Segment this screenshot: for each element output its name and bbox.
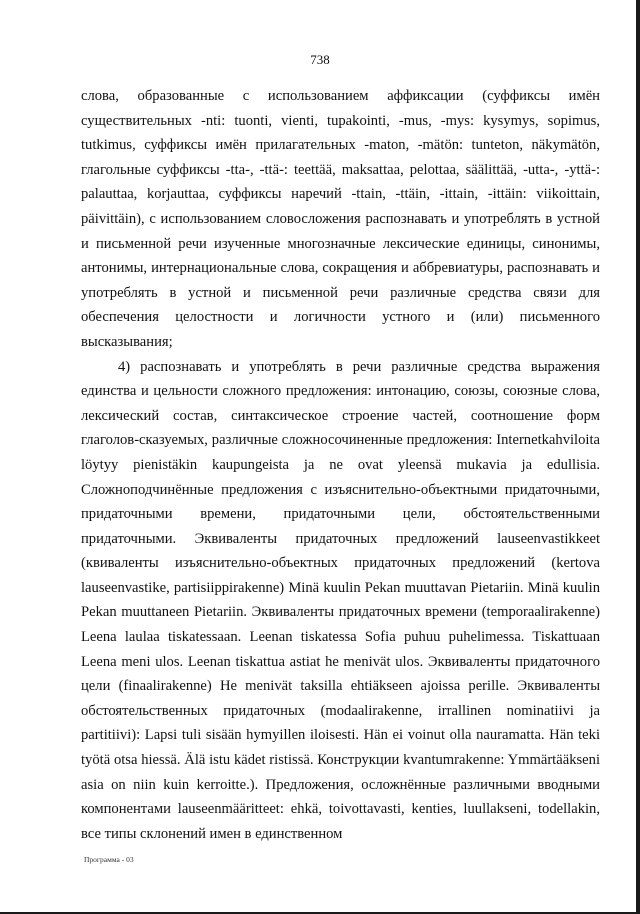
body-text [81, 84, 600, 846]
page-number: 738 [310, 52, 330, 67]
scan-edge-right [636, 0, 640, 914]
page-footer: Программа - 03 [84, 855, 134, 864]
paragraph-affixation: слова, образованные с использованием аффиксации (суффиксы имён существительных -nti: tuonti, vienti, tupakointi, -mus, -mys: kysymys, sopimus, tutkimus, суффиксы имён прилагательных -maton, -mätön: tunteton, näkymätön, глагольные суффиксы -tta-, -ttä-: teettää, maksattaa, pelottaa, säälittää, -utta-, -yttä-: palauttaa, korjauttaa, суффиксы наречий -ttain, -ttäin, -ittain, -ittäin: viikoittain, päivittäin), с использованием словосложения распознавать и употреблять в устной и письменной речи изученные многозначные лексические единицы, синонимы, антонимы, интернациональные слова, сокращения и аббревиатуры, распознавать и употреблять в устной и письменной речи различные средства связи для обеспечения целостности и логичности устного и (или) письменного высказывания; [81, 88, 600, 350]
paragraph-complex-sentence: 4) распознавать и употреблять в речи различные средства выражения единства и цельности сложного предложения: интонацию, союзы, союзные слова, лексический состав, синтаксическое строение частей, соотношение форм глаголов-сказуемых, различные сложносочиненные предложения: Internetkahviloita löytyy pienistäkin kaupungeista ja ne ovat yleensä mukavia ja edullisia. Сложноподчинённые предложения с изъяснительно-объектными придаточными, придаточными времени, придаточными цели, обстоятельственными придаточными. Эквиваленты придаточных предложений lauseenvastikkeet (квиваленты изъяснительно-объектных придаточных предложений (kertova lauseenvastike, partisiippirakenne) Minä kuulin Pekan muuttavan Pietariin. Minä kuulin Pekan muuttaneen Pietariin. Эквиваленты придаточных времени (temporaalirakenne) Leena laulaa tiskatessaan. Leenan tiskatessa Sofia puhuu puhelimessa. Tiskattuaan Leena meni ulos. Leenan tiskattua astiat he menivät ulos. Эквиваленты придаточного цели (finaalirakenne) He menivät taksilla ehtiäkseen ajoissa perille. Эквиваленты обстоятельственных придаточных (modaalirakenne, irrallinen nominatiivi ja partitiivi): Lapsi tuli sisään hymyillen iloisesti. Hän ei voinut olla nauramatta. Hän teki työtä otsa hiessä. Älä istu kädet ristissä. Конструкции kvantumrakenne: Ymmärtääkseni asia on niin kuin kerroitte.). Предложения, осложнённые различными вводными компонентами lauseenmääritteet: ehkä, toivottavasti, kenties, luullakseni, todellakin, все типы склонений имен в единственном [81, 358, 600, 842]
